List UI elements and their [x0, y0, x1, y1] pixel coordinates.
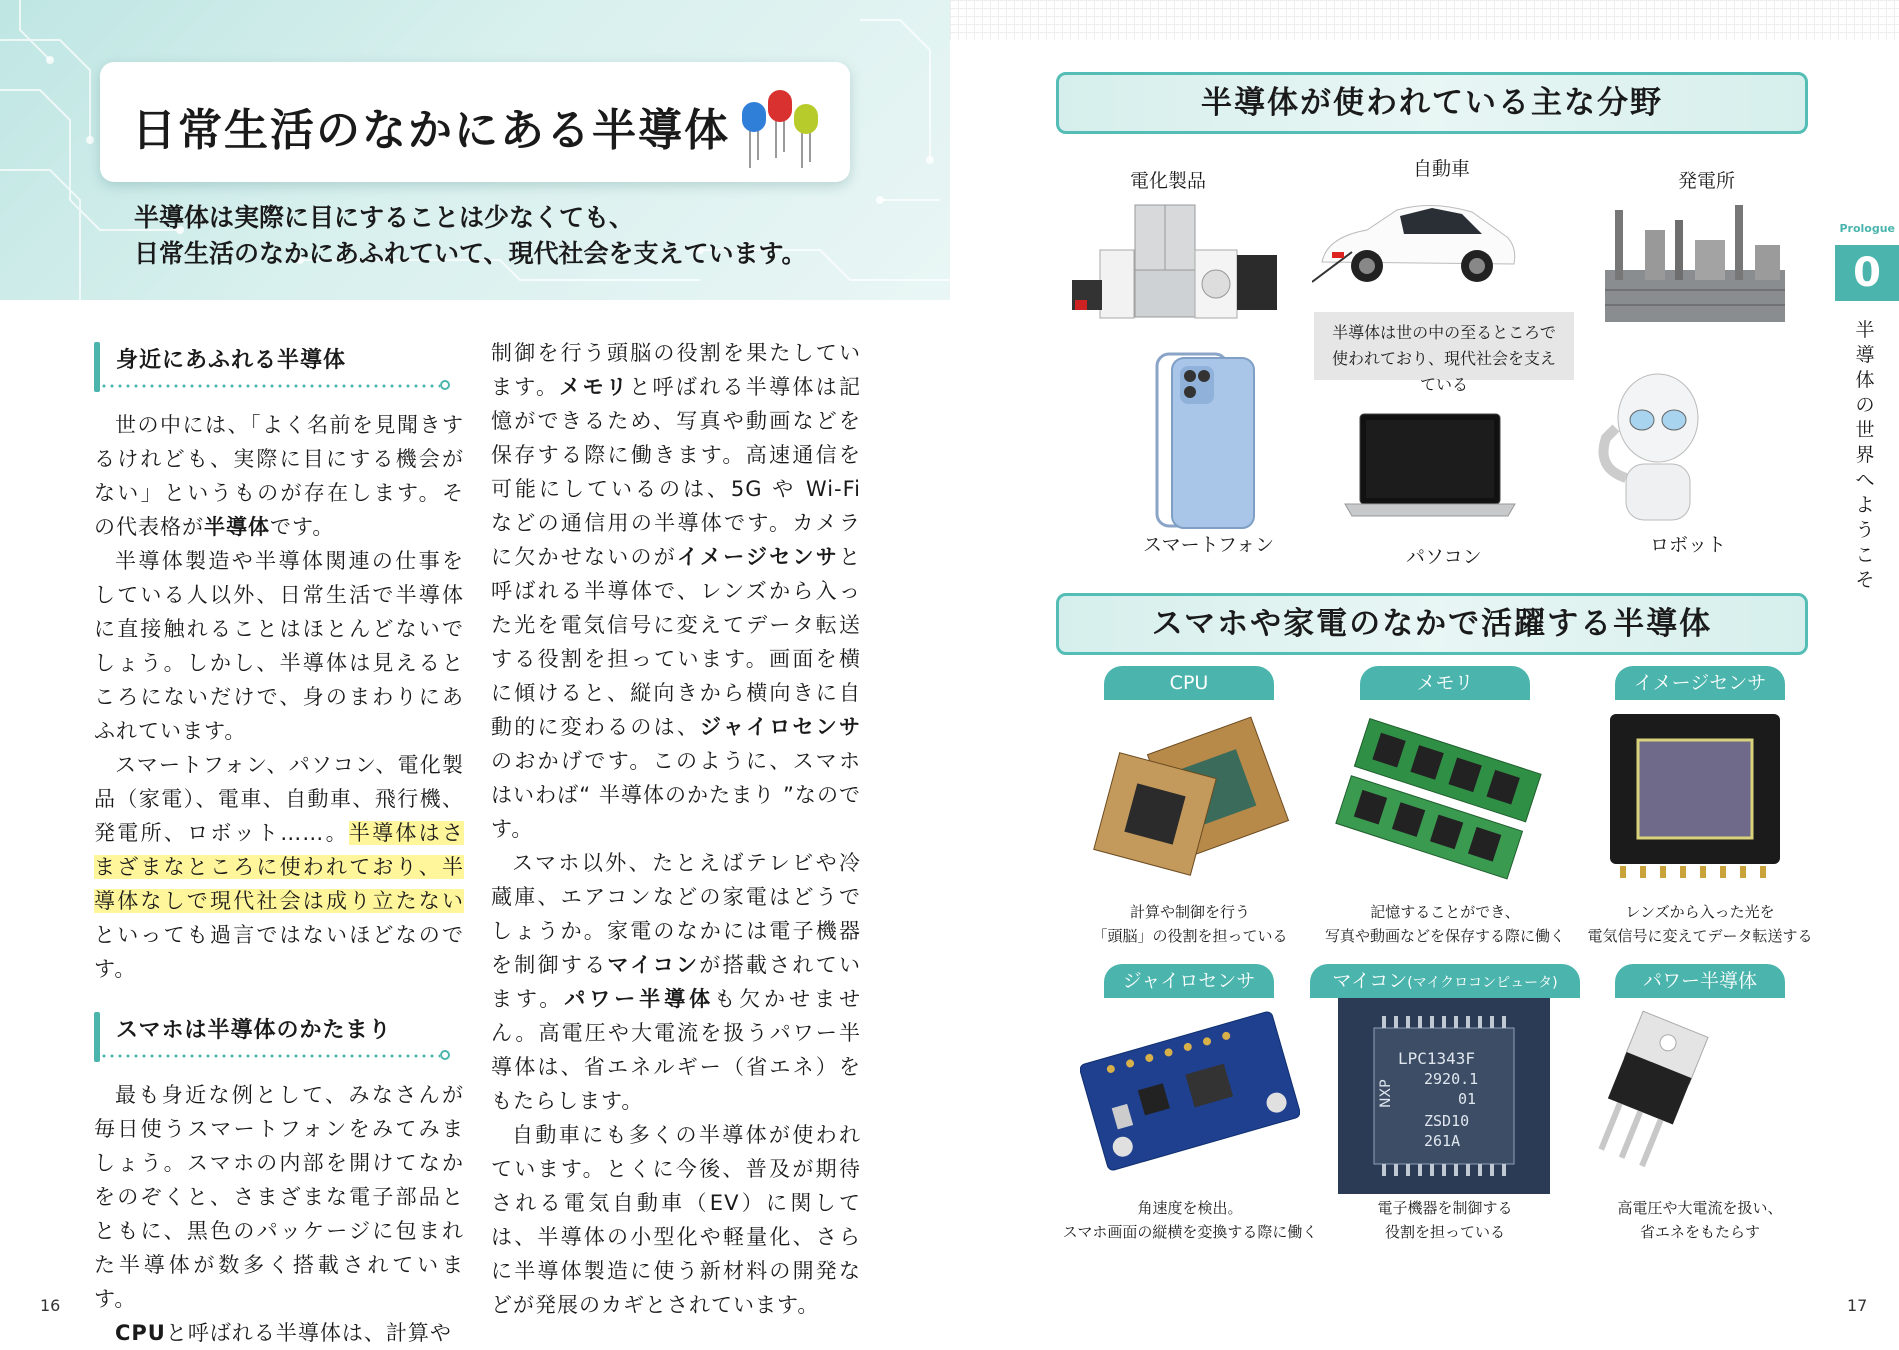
power-plant-image [1605, 200, 1785, 322]
section-heading-text: スマホは半導体のかたまり [116, 1018, 392, 1043]
field-label-pc: パソコン [1406, 546, 1482, 568]
chip-marking: ZSD10 [1424, 1112, 1470, 1130]
caption-box: 半導体は世の中の至るところで使われており、現代社会を支えている [1314, 312, 1574, 380]
appliances-image [1070, 200, 1280, 320]
hero-subtitle [134, 200, 807, 272]
chip-label-memory: メモリ [1360, 666, 1530, 700]
chip-marking: 01 [1458, 1090, 1477, 1108]
grid-pattern [950, 0, 1899, 40]
right-page [950, 0, 1899, 1350]
cpu-image [1085, 704, 1295, 884]
mcu-image [1338, 998, 1550, 1194]
power-semiconductor-image [1590, 1010, 1790, 1170]
chip-marking: 2920.1 [1424, 1070, 1479, 1088]
body-column-2 [491, 336, 861, 1322]
paragraph: 半導体製造や半導体関連の仕事をしている人以外、日常生活で半導体に直接触れることはほとんどないでしょう。しかし、半導体は見えるところにないだけで、身のまわりにあふれています。 [94, 549, 464, 743]
laptop-image [1340, 412, 1520, 522]
paragraph: スマートフォン、パソコン、電化製品（家電）、電車、自動車、飛行機、発電所、ロボット……。半導体はさまざまなところに使われており、半導体なしで現代社会は成り立たないといっても過言ではないほどなのです。 [94, 753, 465, 981]
section-heading-text: 身近にあふれる半導体 [116, 348, 347, 373]
section-banner: 半導体が使われている主な分野 [1056, 72, 1808, 134]
page-number: 16 [40, 1296, 61, 1315]
chip-marking: LPC1343F [1398, 1049, 1476, 1068]
image-sensor-image [1600, 704, 1790, 884]
field-label-smartphone: スマートフォン [1143, 534, 1275, 556]
paragraph: 世の中には、「よく名前を見聞きするけれども、実際に目にする機会がない」というものが存在します。その代表格が半導体です。 [94, 413, 464, 539]
chip-caption: 記憶することができ、 写真や動画などを保存する際に働く [1324, 903, 1565, 945]
chip-caption: レンズから入った光を 電気信号に変えてデータ転送する [1587, 903, 1813, 945]
field-label-power-plant: 発電所 [1678, 170, 1736, 192]
page-number: 17 [1847, 1296, 1868, 1315]
chapter-title-vertical: 半導体の世界へようこそ [1855, 319, 1875, 591]
field-label-robot: ロボット [1650, 534, 1727, 556]
section-banner: スマホや家電のなかで活躍する半導体 [1056, 593, 1808, 655]
page-title: 日常生活のなかにある半導体 [132, 105, 730, 156]
paragraph: 制御を行う頭脳の役割を果たしています。メモリと呼ばれる半導体は記憶ができるため、写真や動画などを保存する際に働きます。高速通信を可能にしているのは、5G や Wi-Fi などの通信用の半導体です。カメラに欠かせないのがイメージセンサと呼ばれる半導体で、レンズから入った光を電気信号に変えてデータ転送する役割を担っています。画面を横に傾けると、縦向きから横向きに自動的に変わるのは、ジャイロセンサのおかげです。このように、スマホはいわば“ 半導体のかたまり ”なのです。 [491, 341, 862, 841]
chip-label-mcu: マイコン(マイクロコンピュータ) [1310, 964, 1580, 998]
chip-marking: 261A [1424, 1132, 1461, 1150]
chip-caption: 計算や制御を行う 「頭脳」の役割を担っている [1092, 903, 1288, 945]
highlighted-text: 半導体はさまざまなところに使われており、半導体なしで現代社会は成り立たない [94, 821, 465, 913]
chip-brand: NXP [1378, 1079, 1394, 1108]
paragraph: 自動車にも多くの半導体が使われています。とくに今後、普及が期待される電気自動車（EV）に関しては、半導体の小型化や軽量化、さらに半導体製造に使う新材料の開発などが発展のカギとされています。 [491, 1123, 861, 1317]
led-icon [732, 80, 824, 172]
chip-caption: 高電圧や大電流を扱い、 省エネをもたらす [1617, 1199, 1783, 1241]
chip-caption: 角速度を検出。 スマホ画面の縦横を変換する際に働く [1062, 1199, 1318, 1241]
hero-header [0, 0, 950, 300]
robot-image [1586, 368, 1726, 528]
chapter-tab: 0 [1835, 245, 1899, 301]
section-heading [94, 1010, 464, 1064]
prologue-label: Prologue [1839, 222, 1895, 235]
subtitle-line: 日常生活のなかにあふれていて、現代社会を支えています。 [134, 239, 807, 268]
paragraph: CPUと呼ばれる半導体は、計算や [115, 1321, 452, 1345]
field-label-appliances: 電化製品 [1130, 170, 1207, 192]
title-card [100, 62, 850, 182]
paragraph: スマホ以外、たとえばテレビや冷蔵庫、エアコンなどの家電はどうでしょうか。家電のなかには電子機器を制御するマイコンが搭載されています。パワー半導体も欠かせません。高電圧や大電流を扱うパワー半導体は、省エネルギー（省エネ）をもたらします。 [491, 851, 861, 1113]
chip-caption: 電子機器を制御する 役割を担っている [1377, 1199, 1513, 1241]
chip-label-image-sensor: イメージセンサ [1615, 666, 1785, 700]
section-heading [94, 340, 464, 394]
memory-image [1330, 704, 1550, 884]
chip-label-cpu: CPU [1104, 666, 1274, 700]
body-column-1 [94, 336, 464, 1350]
smartphone-image [1152, 352, 1262, 532]
chip-label-power: パワー半導体 [1615, 964, 1785, 998]
paragraph: 最も身近な例として、みなさんが毎日使うスマートフォンをみてみましょう。スマホの内部を開けてなかをのぞくと、さまざまな電子部品とともに、黒色のパッケージに包まれた半導体が数多く搭載されています。 [94, 1083, 464, 1311]
gyro-sensor-image [1080, 1006, 1300, 1176]
mcu-chip-graphic [1338, 998, 1550, 1194]
chip-label-gyro: ジャイロセンサ [1104, 964, 1274, 998]
subtitle-line: 半導体は実際に目にすることは少なくても、 [134, 203, 635, 232]
car-image [1312, 192, 1522, 292]
field-label-car: 自動車 [1413, 158, 1471, 180]
